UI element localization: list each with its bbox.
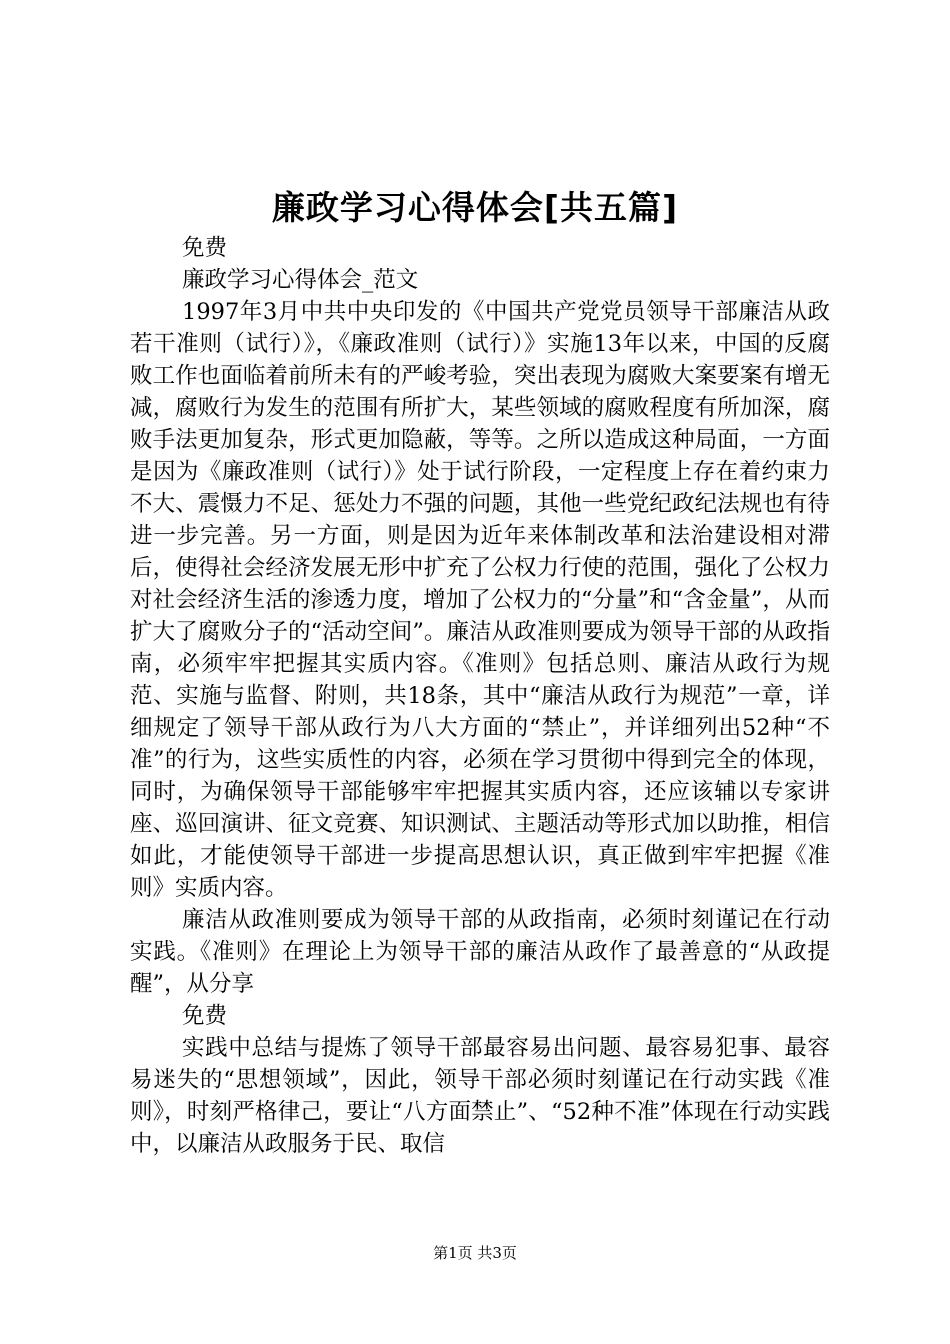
paragraph-free-label-2: 免费 [182,1003,228,1029]
paragraph-subtitle: 廉政学习心得体会_范文 [182,267,419,293]
paragraph-body-1: 1997年3月中共中央印发的《中国共产党党员领导干部廉洁从政若干准则（试行）》，《廉政准则（试行）》实施13年以来，中国的反腐败工作也面临着前所未有的严峻考验，突出表现为腐败大案要案有增无减，腐败行为发生的范围有所扩大，某些领域的腐败程度有所加深，腐败手法更加复杂，形式更加隐蔽，等等。之所以造成这种局面，一方面是因为《廉政准则（试行）》处于试行阶段，一定程度上存在着约束力不大、震慑力不足、惩处力不强的问题，其他一些党纪政纪法规也有待进一步完善。另一方面，则是因为近年来体制改革和法治建设相对滞后，使得社会经济发展无形中扩充了公权力行使的范围，强化了公权力对社会经济生活的渗透力度，增加了公权力的“分量”和“含金量”，从而扩大了腐败分子的“活动空间”。廉洁从政准则要成为领导干部的从政指南，必须牢牢把握其实质内容。《准则》包括总则、廉洁从政行为规范、实施与监督、附则，共18条，其中“廉洁从政行为规范”一章，详细规定了领导干部从政行为八大方面的“禁止”，并详细列出52种“不准”的行为，这些实质性的内容，必须在学习贯彻中得到完全的体现，同时，为确保领导干部能够牢牢把握其实质内容，还应该辅以专家讲座、巡回演讲、征文竞赛、知识测试、主题活动等形式加以助推，相信如此，才能使领导干部进一步提高思想认识，真正做到牢牢把握《准则》实质内容。 [130,299,830,901]
paragraph-body-2: 廉洁从政准则要成为领导干部的从政指南，必须时刻谨记在行动实践。《准则》在理论上为领导干部的廉洁从政作了最善意的“从政提醒”，从分享 [130,907,830,997]
document-body [130,232,830,1160]
paragraph-free-label-1: 免费 [182,235,228,261]
page-footer: 第1页 共3页 [433,1244,517,1262]
paragraph-body-3: 实践中总结与提炼了领导干部最容易出问题、最容易犯事、最容易迷失的“思想领域”，因此，领导干部必须时刻谨记在行动实践《准则》，时刻严格律己，要让“八方面禁止”、“52种不准”体现在行动实践中，以廉洁从政服务于民、取信 [130,1035,830,1157]
document-title: 廉政学习心得体会[共五篇] [271,188,679,227]
